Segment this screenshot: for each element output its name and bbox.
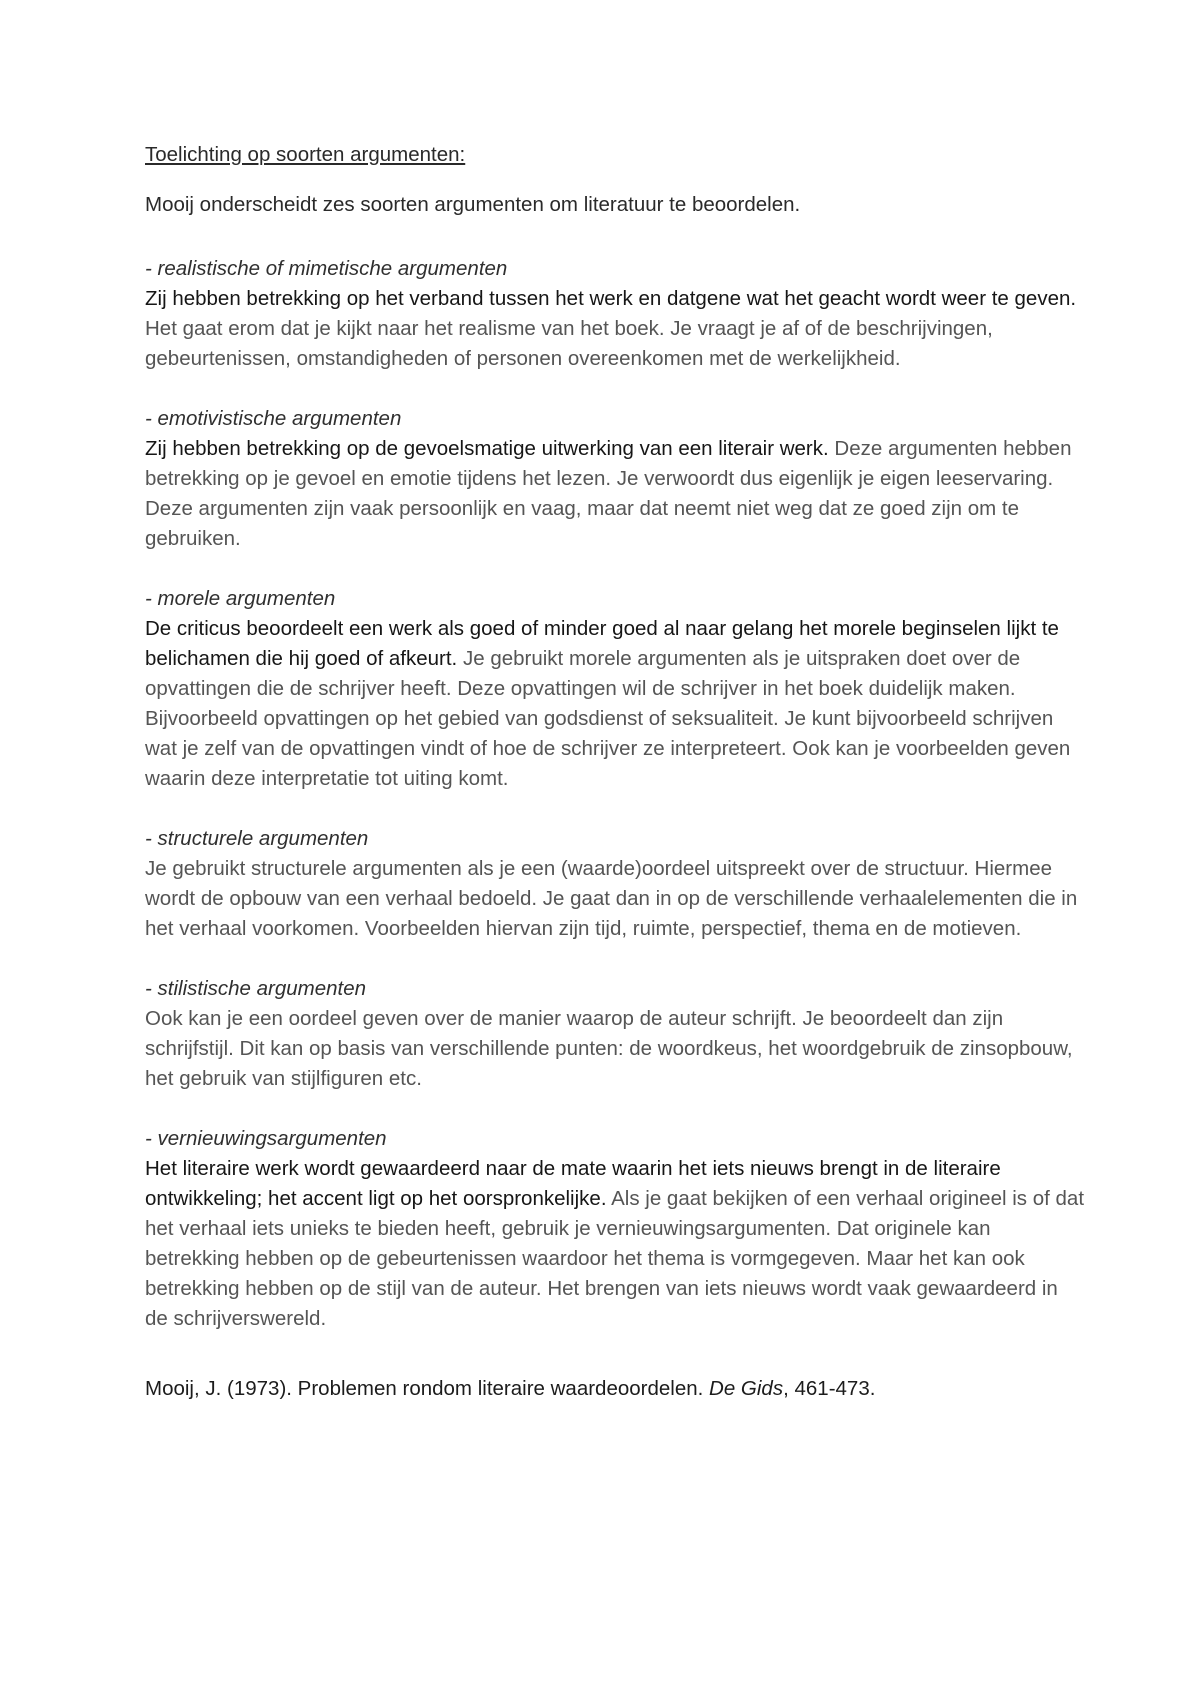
- section-body: [145, 614, 1085, 794]
- section-title: - morele argumenten: [145, 587, 336, 610]
- document-page: [145, 140, 1085, 1404]
- section-emotivist: [145, 404, 1085, 554]
- section-body: [145, 284, 1085, 374]
- section-title: - emotivistische argumenten: [145, 407, 402, 430]
- section-body: [145, 1004, 1085, 1094]
- section-explanation: Ook kan je een oordeel geven over de manier waarop de auteur schrijft. Je beoordeelt dan zijn schrijfstijl. Dit kan op basis van verschillende punten: de woordkeus, het woordgebruik de zinsopbouw, het gebruik van stijlfiguren etc.: [145, 1007, 1073, 1090]
- reference-citation: [145, 1374, 1085, 1404]
- section-title: - vernieuwingsargumenten: [145, 1127, 387, 1150]
- section-title: - realistische of mimetische argumenten: [145, 257, 508, 280]
- intro-paragraph: Mooij onderscheidt zes soorten argumenten om literatuur te beoordelen.: [145, 193, 801, 216]
- section-body: [145, 1154, 1085, 1334]
- section-structural: [145, 824, 1085, 944]
- section-definition: De criticus beoordeelt een werk als goed of minder goed al naar gelang het morele beginselen lijkt te belichamen die hij goed of afkeurt.: [145, 617, 1059, 670]
- section-body: [145, 854, 1085, 944]
- section-title: - structurele argumenten: [145, 827, 369, 850]
- section-explanation: Het gaat erom dat je kijkt naar het realisme van het boek. Je vraagt je af of de beschrijvingen, gebeurtenissen, omstandigheden of personen overeenkomen met de werkelijkheid.: [145, 317, 993, 370]
- section-body: [145, 434, 1085, 554]
- reference-journal: De Gids: [709, 1377, 784, 1400]
- section-definition: Zij hebben betrekking op het verband tussen het werk en datgene wat het geacht wordt weer te geven.: [145, 287, 1077, 310]
- section-innovation: [145, 1124, 1085, 1334]
- section-explanation: Je gebruikt morele argumenten als je uitspraken doet over de opvattingen die de schrijver heeft. Deze opvattingen wil de schrijver in het boek duidelijk maken. Bijvoorbeeld opvattingen op het gebied van godsdienst of seksualiteit. Je kunt bijvoorbeeld schrijven wat je zelf van de opvattingen vindt of hoe de schrijver ze interpreteert. Ook kan je voorbeelden geven waarin deze interpretatie tot uiting komt.: [145, 647, 1071, 790]
- section-explanation: Je gebruikt structurele argumenten als je een (waarde)oordeel uitspreekt over de structuur. Hiermee wordt de opbouw van een verhaal bedoeld. Je gaat dan in op de verschillende verhaalelementen die in het verhaal voorkomen. Voorbeelden hiervan zijn tijd, ruimte, perspectief, thema en de motieven.: [145, 857, 1078, 940]
- reference-text: Mooij, J. (1973). Problemen rondom literaire waardeoordelen.: [145, 1377, 710, 1400]
- section-definition: Het literaire werk wordt gewaardeerd naar de mate waarin het iets nieuws brengt in de literaire ontwikkeling; het accent ligt op het oorspronkelijke.: [145, 1157, 1001, 1210]
- reference-pages: , 461-473.: [783, 1377, 876, 1400]
- section-moral: [145, 584, 1085, 794]
- section-title: - stilistische argumenten: [145, 977, 367, 1000]
- section-explanation: Deze argumenten hebben betrekking op je gevoel en emotie tijdens het lezen. Je verwoordt dus eigenlijk je eigen leeservaring. Deze argumenten zijn vaak persoonlijk en vaag, maar dat neemt niet weg dat ze goed zijn om te gebruiken.: [145, 437, 1072, 550]
- section-explanation: Als je gaat bekijken of een verhaal origineel is of dat het verhaal iets unieks te bieden heeft, gebruik je vernieuwingsargumenten. Dat originele kan betrekking hebben op de gebeurtenissen waardoor het thema is vormgegeven. Maar het kan ook betrekking hebben op de stijl van de auteur. Het brengen van iets nieuws wordt vaak gewaardeerd in de schrijverswereld.: [145, 1187, 1085, 1330]
- page-heading: Toelichting op soorten argumenten:: [145, 143, 466, 166]
- section-definition: Zij hebben betrekking op de gevoelsmatige uitwerking van een literair werk.: [145, 437, 829, 460]
- section-realistic: [145, 254, 1085, 374]
- section-stylistic: [145, 974, 1085, 1094]
